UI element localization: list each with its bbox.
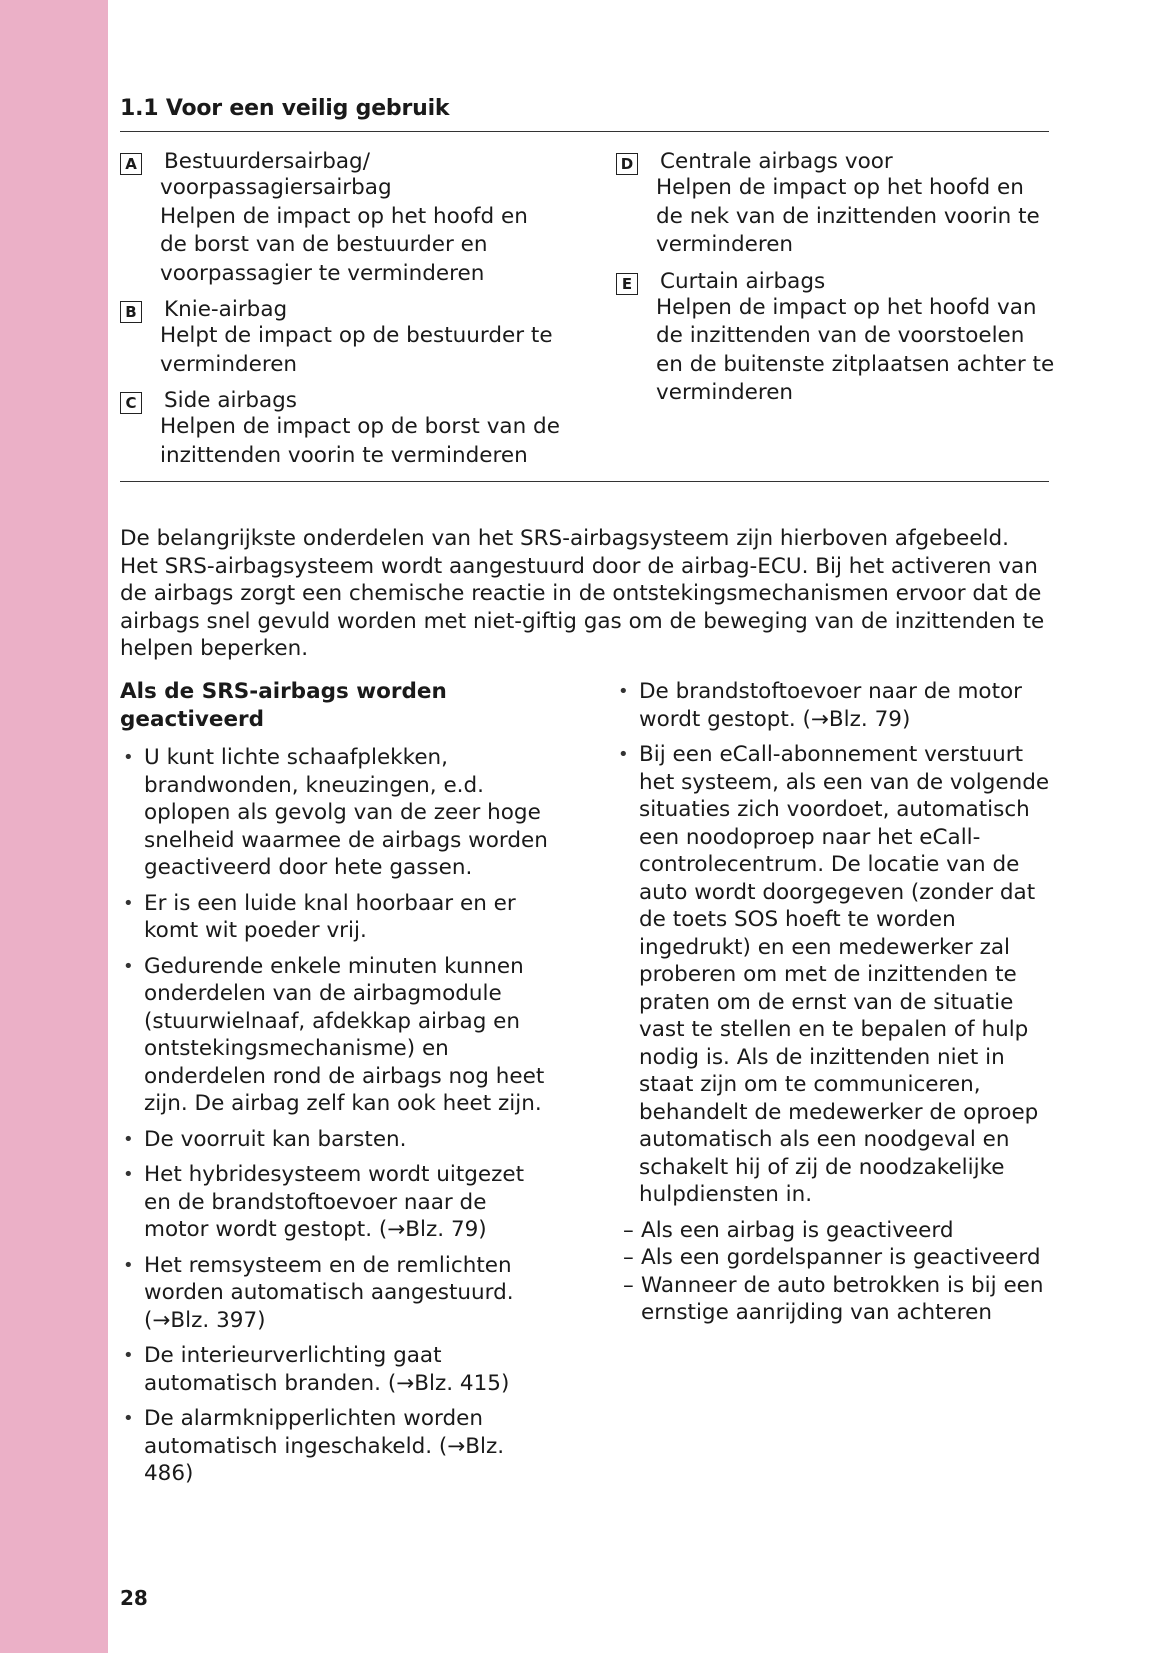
legend-entry-b bbox=[120, 298, 560, 379]
activation-list-left bbox=[120, 744, 550, 1488]
legend-badge-a: A bbox=[120, 153, 142, 175]
chapter-side-tab bbox=[0, 0, 108, 1653]
list-item: • De brandstoftoevoer naar de motor wordt gestopt. (→Blz. 79) bbox=[615, 678, 1055, 733]
legend-title-d: Centrale airbags voor bbox=[660, 149, 893, 174]
legend-badge-e: E bbox=[616, 273, 638, 295]
intro-paragraph: De belangrijkste onderdelen van het SRS-airbagsysteem zijn hierboven afgebeeld. Het SRS-airbagsysteem wordt aangestuurd door de airbag-ECU. Bij het activeren van de airbags zorgt een chemische reactie in de ontstekingsmechanismen ervoor dat de airbags snel gevuld worden met niet-giftig gas om de beweging van de inzittenden te helpen beperken. bbox=[120, 526, 1045, 661]
activation-left-column bbox=[120, 678, 550, 1496]
list-item: • Het remsysteem en de remlichten worden automatisch aangestuurd. (→Blz. 397) bbox=[120, 1252, 550, 1335]
list-item: • De alarmknipperlichten worden automatisch ingeschakeld. (→Blz. 486) bbox=[120, 1405, 550, 1488]
list-item: • Gedurende enkele minuten kunnen onderdelen van de airbagmodule (stuurwielnaaf, afdekkap airbag en ontstekingsmechanisme) en onderdelen rond de airbags nog heet zijn. De airbag zelf kan ook heet zijn. bbox=[120, 953, 550, 1118]
sub-list-item: – Wanneer de auto betrokken is bij een ernstige aanrijding van achteren bbox=[615, 1272, 1055, 1327]
list-item: • Het hybridesysteem wordt uitgezet en de brandstoftoevoer naar de motor wordt gestopt. (→Blz. 79) bbox=[120, 1161, 550, 1244]
legend-badge-d: D bbox=[616, 153, 638, 175]
legend-desc-a: Helpen de impact op het hoofd en de borst van de bestuurder en voorpassagier te verminderen bbox=[160, 203, 528, 286]
legend-title-a: Bestuurdersairbag/ bbox=[164, 149, 370, 174]
legend-title-e: Curtain airbags bbox=[660, 268, 826, 294]
list-item: • Er is een luide knal hoorbaar en er komt wit poeder vrij. bbox=[120, 890, 550, 945]
legend-desc-c: Helpen de impact op de borst van de inzittenden voorin te verminderen bbox=[160, 414, 560, 468]
legend-badge-b: B bbox=[120, 301, 142, 323]
legend-desc-d: Helpen de impact op het hoofd en de nek van de inzittenden voorin te verminderen bbox=[656, 175, 1040, 257]
legend-title-a-cont: voorpassagiersairbag bbox=[160, 175, 392, 200]
activation-list-right bbox=[615, 678, 1055, 1209]
legend-entry-a bbox=[120, 150, 560, 288]
legend-left-column bbox=[120, 150, 560, 480]
top-divider bbox=[120, 131, 1049, 132]
activation-right-column bbox=[615, 678, 1055, 1327]
legend-entry-d bbox=[616, 150, 1056, 260]
ecall-item bbox=[615, 741, 1055, 1209]
section-title: 1.1 Voor een veilig gebruik bbox=[120, 96, 450, 121]
sub-list-item: – Als een airbag is geactiveerd bbox=[615, 1217, 1055, 1245]
legend-badge-c: C bbox=[120, 392, 142, 414]
legend-entry-c bbox=[120, 389, 560, 470]
bottom-divider bbox=[120, 481, 1049, 482]
legend-desc-e: Helpen de impact op het hoofd van de inzittenden van de voorstoelen en de buitenste zitplaatsen achter te verminderen bbox=[656, 294, 1055, 405]
legend-entry-e bbox=[616, 270, 1056, 408]
list-item: • U kunt lichte schaafplekken, brandwonden, kneuzingen, e.d. oplopen als gevolg van de zeer hoge snelheid waarmee de airbags worden geactiveerd door hete gassen. bbox=[120, 744, 550, 882]
legend-title-c: Side airbags bbox=[164, 388, 297, 413]
page-number: 28 bbox=[120, 1586, 148, 1610]
list-item: • De interieurverlichting gaat automatisch branden. (→Blz. 415) bbox=[120, 1342, 550, 1397]
sub-list-item: – Als een gordelspanner is geactiveerd bbox=[615, 1244, 1055, 1272]
list-item: • De voorruit kan barsten. bbox=[120, 1126, 550, 1154]
activation-heading: Als de SRS-airbags worden geactiveerd bbox=[120, 679, 447, 732]
ecall-text: Bij een eCall-abonnement verstuurt het systeem, als een van de volgende situaties zich voordoet, automatisch een noodoproep naar het eCall-controlecentrum. De locatie van de auto wordt doorgegeven (zonder dat de toets SOS hoeft te worden ingedrukt) en een medewerker zal proberen om met de inzittenden te praten om de ernst van de situatie vast te stellen en te bepalen of hulp nodig is. Als de inzittenden niet in staat zijn om te communiceren, behandelt de medewerker de oproep automatisch als een noodgeval en schakelt hij of zij de noodzakelijke hulpdiensten in. bbox=[639, 742, 1050, 1207]
ecall-sub-list bbox=[615, 1217, 1055, 1327]
legend-desc-b: Helpt de impact op de bestuurder te verminderen bbox=[160, 323, 553, 377]
legend-title-b: Knie-airbag bbox=[164, 297, 288, 322]
legend-right-column bbox=[616, 150, 1056, 418]
